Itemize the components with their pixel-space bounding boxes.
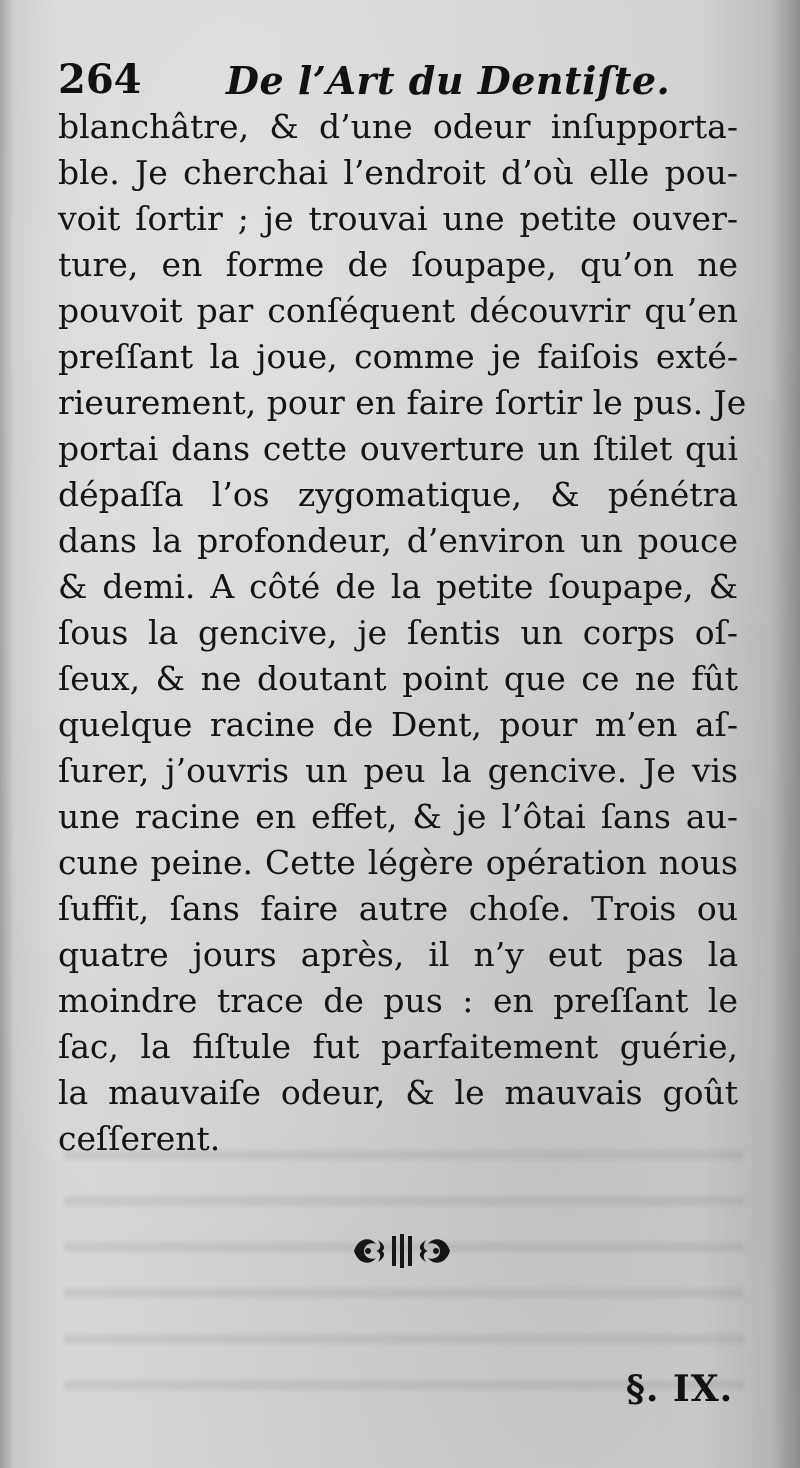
- text-line: quelque racine de Dent, pour m’en aſ-: [58, 705, 738, 744]
- text-line: une racine en effet, & je l’ôtai ſans au-: [58, 797, 738, 836]
- text-line: dépaſſa l’os zygomatique, & pénétra: [58, 475, 738, 514]
- text-line: ſurer, j’ouvris un peu la gencive. Je vis: [58, 751, 738, 790]
- running-title: De l’Art du Dentiſte.: [226, 58, 671, 103]
- text-line: ſeux, & ne doutant point que ce ne fût: [58, 659, 738, 698]
- catchword: §. IX.: [626, 1368, 734, 1410]
- text-line: & demi. A côté de la petite ſoupape, &: [58, 567, 738, 606]
- body-text: [58, 104, 747, 1162]
- text-line: pouvoit par conſéquent découvrir qu’en: [58, 291, 738, 330]
- text-line: rieurement, pour en faire ſortir le pus. Je: [58, 383, 747, 422]
- running-head: [58, 54, 748, 110]
- text-line: la mauvaiſe odeur, & le mauvais goût: [58, 1073, 738, 1112]
- text-line: quatre jours après, il n’y eut pas la: [58, 935, 738, 974]
- text-line: blanchâtre, & d’une odeur inſupporta-: [58, 107, 738, 146]
- text-line: ſac, la fiſtule fut parfaitement guérie,: [58, 1027, 738, 1066]
- text-line: dans la profondeur, d’environ un pouce: [58, 521, 738, 560]
- text-line: portai dans cette ouverture un ſtilet qui: [58, 429, 738, 468]
- text-line: ceſſerent.: [58, 1119, 221, 1158]
- text-line: cune peine. Cette légère opération nous: [58, 843, 738, 882]
- fleuron-ornament-icon: [348, 1230, 456, 1272]
- text-line: ble. Je cherchai l’endroit d’où elle pou-: [58, 153, 738, 192]
- text-line: ture, en forme de ſoupape, qu’on ne: [58, 245, 738, 284]
- text-line: ſuffit, ſans faire autre choſe. Trois ou: [58, 889, 738, 928]
- page-number: 264: [58, 56, 142, 103]
- text-line: preſſant la joue, comme je faiſois exté-: [58, 337, 738, 376]
- text-line: moindre trace de pus : en preſſant le: [58, 981, 738, 1020]
- text-line: ſous la gencive, je ſentis un corps oſ-: [58, 613, 738, 652]
- text-line: voit ſortir ; je trouvai une petite ouver-: [58, 199, 738, 238]
